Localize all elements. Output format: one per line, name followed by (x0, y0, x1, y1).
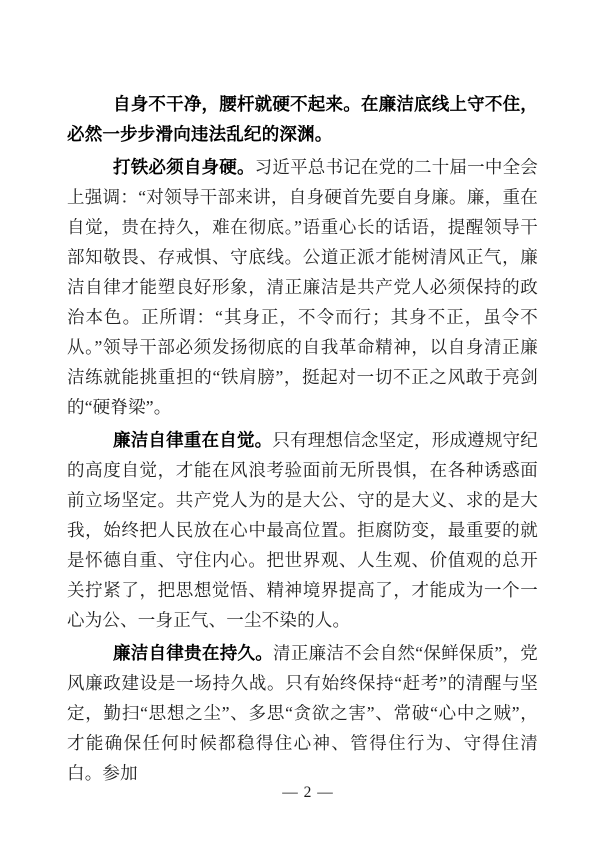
paragraph-datie-lead: 打铁必须自身硬。 (113, 157, 255, 177)
paragraph-intro (67, 89, 538, 149)
paragraph-zijue-body: 只有理想信念坚定，形成遵规守纪的高度自觉，才能在风浪考验面前无所畏惧，在各种诱惑面前立场坚定。共产党人为的是大公、守的是大义、求的是大我，始终把人民放在心中最高位置。拒腐防变，最重要的就是怀德自重、守住内心。把世界观、人生观、价值观的总开关拧紧了，把思想觉悟、精神境界提高了，才能成为一个一心为公、一身正气、一尘不染的人。 (67, 430, 538, 630)
page-number: — 2 — (282, 784, 334, 801)
paragraph-intro-bold-text: 自身不干净，腰杆就硬不起来。在廉洁底线上守不住，必然一步步滑向违法乱纪的深渊。 (67, 94, 538, 144)
paragraph-datie-body: 习近平总书记在党的二十届一中全会上强调：“对领导干部来讲，自身硬首先要自身廉。廉，重在自觉，贵在持久，难在彻底。”语重心长的话语，提醒领导干部知敬畏、存戒惧、守底线。公道正派才能树清风正气，廉洁自律才能塑良好形象，清正廉洁是共产党人必须保持的政治本色。正所谓：“其身正，不令而行；其身不正，虽令不从。”领导干部必须发扬彻底的自我革命精神，以自身清正廉洁练就能挑重担的“铁肩膀”，挺起对一切不正之风敢于亮剑的“硬脊梁”。 (67, 157, 538, 417)
text-block (67, 89, 538, 788)
paragraph-datie (67, 152, 538, 422)
paragraph-zijue (67, 425, 538, 635)
paragraph-chijiu-lead: 廉洁自律贵在持久。 (113, 643, 274, 663)
paragraph-chijiu-body: 清正廉洁不会自然“保鲜保质”，党风廉政建设是一场持久战。只有始终保持“赶考”的清醒与坚定，勤扫“思想之尘”、多思“贪欲之害”、常破“心中之贼”，才能确保任何时候都稳得住心神、管得住行为、守得住清白。参加 (67, 643, 539, 783)
paragraph-zijue-lead: 廉洁自律重在自觉。 (113, 430, 273, 450)
paragraph-chijiu (67, 638, 538, 788)
